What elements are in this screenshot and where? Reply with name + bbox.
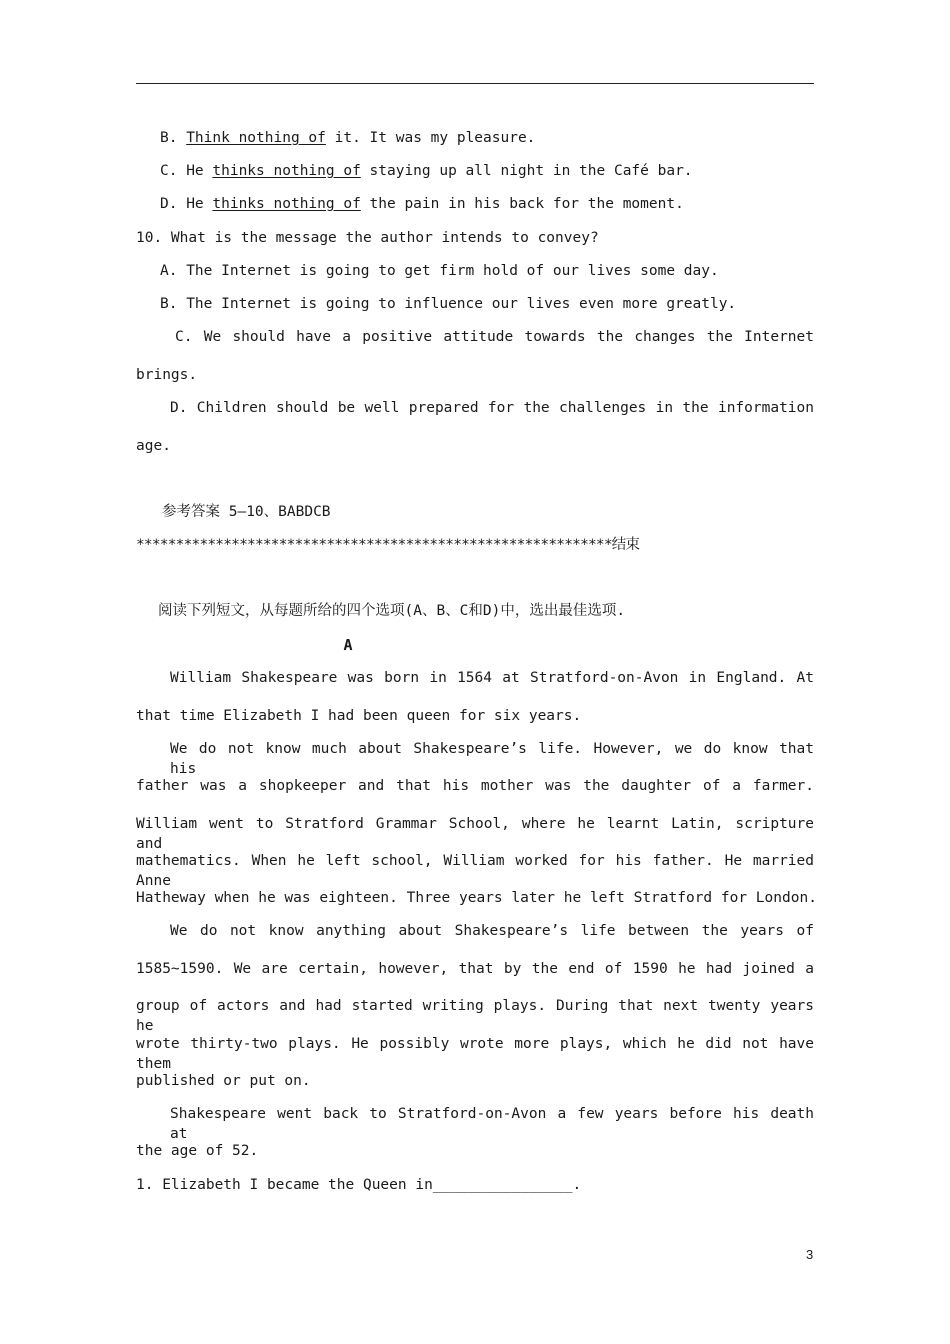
q10-option-d-line2: age. [136,438,171,454]
q10-option-b: B. The Internet is going to influence our lives even more greatly. [160,296,737,312]
passage-p2-line5: Hatheway when he was eighteen. Three years later he left Stratford for London. [136,890,817,906]
passage-p3-line2: 1585~1590. We are certain, however, that by the end of 1590 he had joined a [136,961,814,977]
passage-p4-line2: the age of 52. [136,1143,259,1159]
instruction: 阅读下列短文，从每题所给的四个选项(A、B、C和D)中，选出最佳选项. [158,603,626,619]
q9-option-c: C. He thinks nothing of staying up all night in the Café bar. [160,163,693,179]
passage-p1-line1: William Shakespeare was born in 1564 at Stratford-on-Avon in England. At [170,670,814,686]
underlined-phrase: thinks nothing of [212,196,361,212]
passage-p2-line3: William went to Stratford Grammar School, where he learnt Latin, scripture and [136,816,814,852]
answer-key: 参考答案 5—10、BABDCB [162,504,331,520]
passage-p3-line5: published or put on. [136,1073,311,1089]
passage-p4-line1: Shakespeare went back to Stratford-on-Avon a few years before his death at [170,1106,814,1142]
underlined-phrase: thinks nothing of [212,163,361,179]
page-number: 3 [806,1247,814,1262]
q1-stem: 1. Elizabeth I became the Queen in________________. [136,1177,582,1193]
section-title: A [343,636,353,654]
q10-option-c-line2: brings. [136,367,198,383]
passage-p2-line1: We do not know much about Shakespeare’s life. However, we do know that his [170,741,814,777]
underlined-phrase: Think nothing of [186,130,326,146]
passage-p2-line4: mathematics. When he left school, William worked for his father. He married Anne [136,853,814,889]
q9-option-b: B. Think nothing of it. It was my pleasure. [160,130,536,146]
q10-stem: 10. What is the message the author intends to convey? [136,230,599,246]
q10-option-a: A. The Internet is going to get firm hold of our lives some day. [160,263,719,279]
passage-p3-line1: We do not know anything about Shakespeare’s life between the years of [170,923,814,939]
q10-option-d-line1: D. Children should be well prepared for the challenges in the information [170,400,814,416]
q9-option-d: D. He thinks nothing of the pain in his back for the moment. [160,196,684,212]
end-marker: ************************************************************结束 [136,537,640,553]
passage-p2-line2: father was a shopkeeper and that his mother was the daughter of a farmer. [136,778,814,794]
passage-p1-line2: that time Elizabeth I had been queen for six years. [136,708,582,724]
q10-option-c-line1: C. We should have a positive attitude towards the changes the Internet [175,329,814,345]
passage-p3-line4: wrote thirty-two plays. He possibly wrote more plays, which he did not have them [136,1036,814,1072]
passage-p3-line3: group of actors and had started writing plays. During that next twenty years he [136,998,814,1034]
header-rule [136,83,814,84]
